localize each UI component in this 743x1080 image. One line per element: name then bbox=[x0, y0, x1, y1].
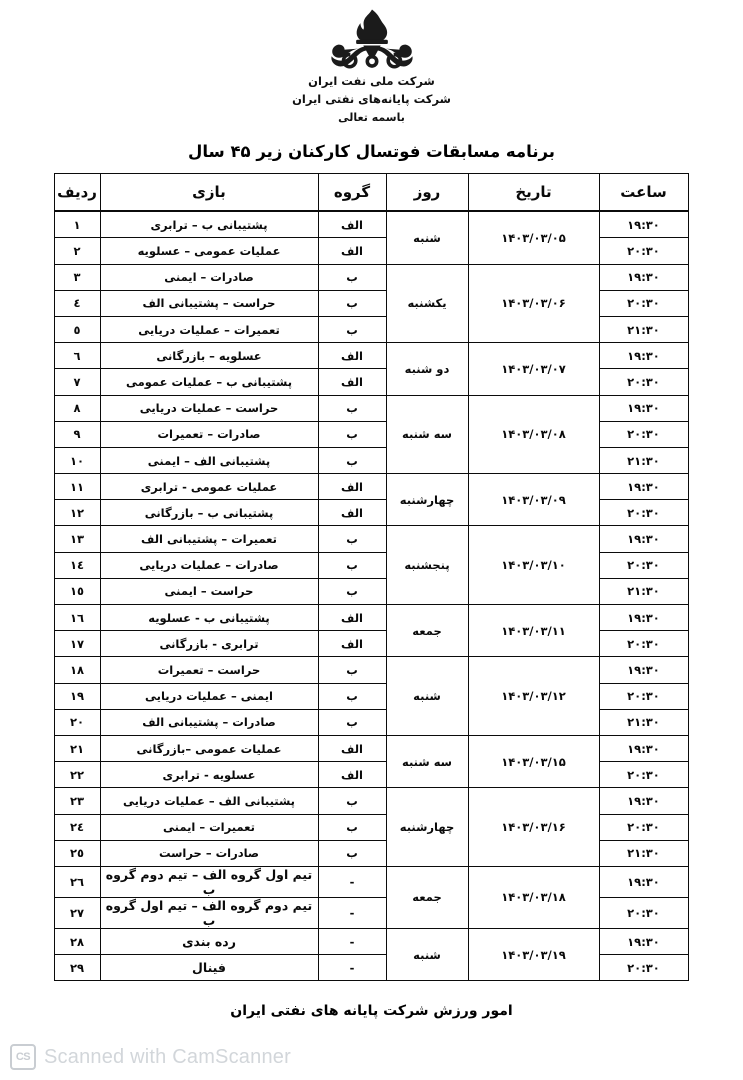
cell-row-number: ۲۸ bbox=[54, 928, 100, 954]
cell-day: چهارشنبه bbox=[386, 474, 468, 526]
cell-match: تعمیرات – ایمنی bbox=[100, 814, 318, 840]
cell-day: شنبه bbox=[386, 928, 468, 980]
table-row bbox=[54, 788, 688, 814]
cell-time: ۱۹:۳۰ bbox=[599, 211, 688, 238]
cell-match: ایمنی – عملیات دریایی bbox=[100, 683, 318, 709]
column-header-match: بازی bbox=[100, 174, 318, 212]
cell-time: ۱۹:۳۰ bbox=[599, 928, 688, 954]
cell-day: جمعه bbox=[386, 866, 468, 928]
cell-match: صادرات – حراست bbox=[100, 840, 318, 866]
cell-row-number: ۲۲ bbox=[54, 762, 100, 788]
cell-date: ۱۴۰۳/۰۳/۰۹ bbox=[468, 474, 599, 526]
cell-date: ۱۴۰۳/۰۳/۱۶ bbox=[468, 788, 599, 867]
cell-match: عسلویه - ترابری bbox=[100, 762, 318, 788]
cell-match: تیم اول گروه الف – تیم دوم گروه ب bbox=[100, 866, 318, 897]
org-name-line-2: شرکت پایانه‌های نفتی ایران bbox=[292, 91, 451, 106]
cell-group: الف bbox=[318, 369, 386, 395]
cell-row-number: ۷ bbox=[54, 369, 100, 395]
cell-row-number: ۲٦ bbox=[54, 866, 100, 897]
table-row bbox=[54, 395, 688, 421]
cell-match: صادرات – عملیات دریایی bbox=[100, 552, 318, 578]
org-name-line-1: شرکت ملی نفت ایران bbox=[308, 74, 435, 88]
cell-time: ۲۰:۳۰ bbox=[599, 814, 688, 840]
column-header-time: ساعت bbox=[599, 174, 688, 212]
cell-row-number: ۳ bbox=[54, 264, 100, 290]
cell-group: ب bbox=[318, 657, 386, 683]
cell-match: صادرات – تعمیرات bbox=[100, 421, 318, 447]
schedule-table-container bbox=[55, 173, 689, 981]
cell-time: ۲۰:۳۰ bbox=[599, 683, 688, 709]
cell-time: ۱۹:۳۰ bbox=[599, 657, 688, 683]
cell-match: پشتیبانی الف – عملیات دریایی bbox=[100, 788, 318, 814]
cell-time: ۱۹:۳۰ bbox=[599, 343, 688, 369]
cell-group: الف bbox=[318, 238, 386, 264]
cell-time: ۱۹:۳۰ bbox=[599, 474, 688, 500]
table-row bbox=[54, 928, 688, 954]
document-footer: امور ورزش شرکت پایانه های نفتی ایران bbox=[230, 1003, 513, 1020]
cell-date: ۱۴۰۳/۰۳/۱۱ bbox=[468, 605, 599, 657]
cell-match: عملیات عمومی – عسلویه bbox=[100, 238, 318, 264]
cell-match: حراست – عملیات دریایی bbox=[100, 395, 318, 421]
cell-row-number: ۱۷ bbox=[54, 631, 100, 657]
cell-time: ۲۰:۳۰ bbox=[599, 369, 688, 395]
cell-match: حراست – پشتیبانی الف bbox=[100, 290, 318, 316]
cell-group: ب bbox=[318, 316, 386, 342]
cell-time: ۲۱:۳۰ bbox=[599, 447, 688, 473]
cell-day: دو شنبه bbox=[386, 343, 468, 395]
cell-time: ۲۱:۳۰ bbox=[599, 578, 688, 604]
cell-match: رده بندی bbox=[100, 928, 318, 954]
table-header bbox=[54, 174, 688, 212]
cell-date: ۱۴۰۳/۰۳/۱۰ bbox=[468, 526, 599, 605]
cell-time: ۲۰:۳۰ bbox=[599, 500, 688, 526]
column-header-group: گروه bbox=[318, 174, 386, 212]
cell-time: ۱۹:۳۰ bbox=[599, 866, 688, 897]
cell-row-number: ۱۱ bbox=[54, 474, 100, 500]
cell-match: پشتیبانی ب – ترابری bbox=[100, 211, 318, 238]
cell-time: ۲۰:۳۰ bbox=[599, 290, 688, 316]
column-header-day: روز bbox=[386, 174, 468, 212]
cell-match: فینال bbox=[100, 955, 318, 981]
cell-row-number: ۱٦ bbox=[54, 605, 100, 631]
cell-time: ۱۹:۳۰ bbox=[599, 788, 688, 814]
cell-row-number: ۲٤ bbox=[54, 814, 100, 840]
cell-match: صادرات – ایمنی bbox=[100, 264, 318, 290]
schedule-table bbox=[54, 173, 689, 981]
cell-row-number: ۲ bbox=[54, 238, 100, 264]
table-row bbox=[54, 526, 688, 552]
cell-time: ۲۰:۳۰ bbox=[599, 631, 688, 657]
cell-match: حراست – تعمیرات bbox=[100, 657, 318, 683]
cell-date: ۱۴۰۳/۰۳/۰۶ bbox=[468, 264, 599, 343]
cell-group: ب bbox=[318, 264, 386, 290]
cell-row-number: ۱ bbox=[54, 211, 100, 238]
cell-match: پشتیبانی ب - عسلویه bbox=[100, 605, 318, 631]
nioc-flame-logo bbox=[327, 8, 417, 70]
cell-match: عملیات عمومی - ترابری bbox=[100, 474, 318, 500]
cell-group: ب bbox=[318, 395, 386, 421]
cell-group: ب bbox=[318, 526, 386, 552]
cell-day: سه شنبه bbox=[386, 395, 468, 474]
table-row bbox=[54, 474, 688, 500]
cell-date: ۱۴۰۳/۰۳/۰۷ bbox=[468, 343, 599, 395]
cell-day: سه شنبه bbox=[386, 735, 468, 787]
cell-row-number: ۲۹ bbox=[54, 955, 100, 981]
cell-day: چهارشنبه bbox=[386, 788, 468, 867]
cell-row-number: ۱۲ bbox=[54, 500, 100, 526]
cell-date: ۱۴۰۳/۰۳/۱۵ bbox=[468, 735, 599, 787]
cell-time: ۲۰:۳۰ bbox=[599, 238, 688, 264]
cell-date: ۱۴۰۳/۰۳/۰۵ bbox=[468, 211, 599, 264]
cell-date: ۱۴۰۳/۰۳/۱۸ bbox=[468, 866, 599, 928]
cell-group: الف bbox=[318, 735, 386, 761]
cell-time: ۱۹:۳۰ bbox=[599, 605, 688, 631]
cell-time: ۱۹:۳۰ bbox=[599, 526, 688, 552]
cell-group: ب bbox=[318, 788, 386, 814]
table-row bbox=[54, 735, 688, 761]
table-row bbox=[54, 211, 688, 238]
column-header-row-number: ردیف bbox=[54, 174, 100, 212]
cell-group: ب bbox=[318, 447, 386, 473]
cell-match: پشتیبانی ب – بازرگانی bbox=[100, 500, 318, 526]
cell-day: شنبه bbox=[386, 657, 468, 736]
cell-time: ۱۹:۳۰ bbox=[599, 264, 688, 290]
cell-time: ۲۰:۳۰ bbox=[599, 897, 688, 928]
cell-group: ب bbox=[318, 709, 386, 735]
cell-time: ۲۰:۳۰ bbox=[599, 955, 688, 981]
cell-time: ۲۱:۳۰ bbox=[599, 840, 688, 866]
cell-group: الف bbox=[318, 343, 386, 369]
cell-row-number: ۲۱ bbox=[54, 735, 100, 761]
table-row bbox=[54, 657, 688, 683]
cell-row-number: ۱۳ bbox=[54, 526, 100, 552]
cell-group: الف bbox=[318, 631, 386, 657]
cell-row-number: ۸ bbox=[54, 395, 100, 421]
cell-time: ۲۰:۳۰ bbox=[599, 762, 688, 788]
cell-group: - bbox=[318, 928, 386, 954]
cell-row-number: ۲۰ bbox=[54, 709, 100, 735]
cell-group: الف bbox=[318, 211, 386, 238]
letterhead bbox=[0, 0, 743, 126]
page-title: برنامه مسابقات فوتسال کارکنان زیر ۴۵ سال bbox=[188, 142, 555, 162]
camscanner-logo-icon: CS bbox=[10, 1044, 36, 1070]
basmala-line: باسمه تعالی bbox=[338, 110, 405, 124]
camscanner-watermark bbox=[10, 1044, 291, 1070]
cell-day: جمعه bbox=[386, 605, 468, 657]
table-header-row bbox=[54, 174, 688, 212]
cell-group: الف bbox=[318, 474, 386, 500]
table-body bbox=[54, 211, 688, 981]
cell-day: پنجشنبه bbox=[386, 526, 468, 605]
cell-group: ب bbox=[318, 552, 386, 578]
cell-group: - bbox=[318, 955, 386, 981]
cell-time: ۲۱:۳۰ bbox=[599, 709, 688, 735]
cell-match: تعمیرات – عملیات دریایی bbox=[100, 316, 318, 342]
cell-day: شنبه bbox=[386, 211, 468, 264]
cell-row-number: ۲۷ bbox=[54, 897, 100, 928]
cell-row-number: ٥ bbox=[54, 316, 100, 342]
cell-match: تعمیرات – پشتیبانی الف bbox=[100, 526, 318, 552]
cell-match: صادرات – پشتیبانی الف bbox=[100, 709, 318, 735]
cell-row-number: ۱٥ bbox=[54, 578, 100, 604]
cell-day: یکشنبه bbox=[386, 264, 468, 343]
cell-match: عسلویه – بازرگانی bbox=[100, 343, 318, 369]
cell-row-number: ۱۹ bbox=[54, 683, 100, 709]
cell-match: ترابری - بازرگانی bbox=[100, 631, 318, 657]
cell-row-number: ۲۳ bbox=[54, 788, 100, 814]
cell-group: ب bbox=[318, 578, 386, 604]
cell-match: پشتیبانی الف – ایمنی bbox=[100, 447, 318, 473]
cell-time: ۱۹:۳۰ bbox=[599, 735, 688, 761]
cell-match: عملیات عمومی –بازرگانی bbox=[100, 735, 318, 761]
cell-group: - bbox=[318, 897, 386, 928]
cell-time: ۲۰:۳۰ bbox=[599, 421, 688, 447]
cell-date: ۱۴۰۳/۰۳/۰۸ bbox=[468, 395, 599, 474]
cell-row-number: ۱۸ bbox=[54, 657, 100, 683]
camscanner-label: Scanned with CamScanner bbox=[44, 1045, 291, 1068]
table-row bbox=[54, 343, 688, 369]
table-row bbox=[54, 264, 688, 290]
cell-row-number: ۹ bbox=[54, 421, 100, 447]
cell-group: ب bbox=[318, 290, 386, 316]
cell-group: الف bbox=[318, 762, 386, 788]
cell-time: ۲۱:۳۰ bbox=[599, 316, 688, 342]
cell-date: ۱۴۰۳/۰۳/۱۲ bbox=[468, 657, 599, 736]
table-row bbox=[54, 866, 688, 897]
cell-row-number: ۲٥ bbox=[54, 840, 100, 866]
cell-group: ب bbox=[318, 683, 386, 709]
cell-row-number: ٦ bbox=[54, 343, 100, 369]
cell-row-number: ۱٤ bbox=[54, 552, 100, 578]
cell-match: پشتیبانی ب – عملیات عمومی bbox=[100, 369, 318, 395]
cell-time: ۲۰:۳۰ bbox=[599, 552, 688, 578]
cell-row-number: ٤ bbox=[54, 290, 100, 316]
cell-date: ۱۴۰۳/۰۳/۱۹ bbox=[468, 928, 599, 980]
cell-match: تیم دوم گروه الف – تیم اول گروه ب bbox=[100, 897, 318, 928]
cell-row-number: ۱۰ bbox=[54, 447, 100, 473]
cell-time: ۱۹:۳۰ bbox=[599, 395, 688, 421]
cell-match: حراست – ایمنی bbox=[100, 578, 318, 604]
table-row bbox=[54, 605, 688, 631]
cell-group: ب bbox=[318, 421, 386, 447]
column-header-date: تاریخ bbox=[468, 174, 599, 212]
cell-group: الف bbox=[318, 500, 386, 526]
cell-group: ب bbox=[318, 814, 386, 840]
cell-group: - bbox=[318, 866, 386, 897]
cell-group: ب bbox=[318, 840, 386, 866]
cell-group: الف bbox=[318, 605, 386, 631]
